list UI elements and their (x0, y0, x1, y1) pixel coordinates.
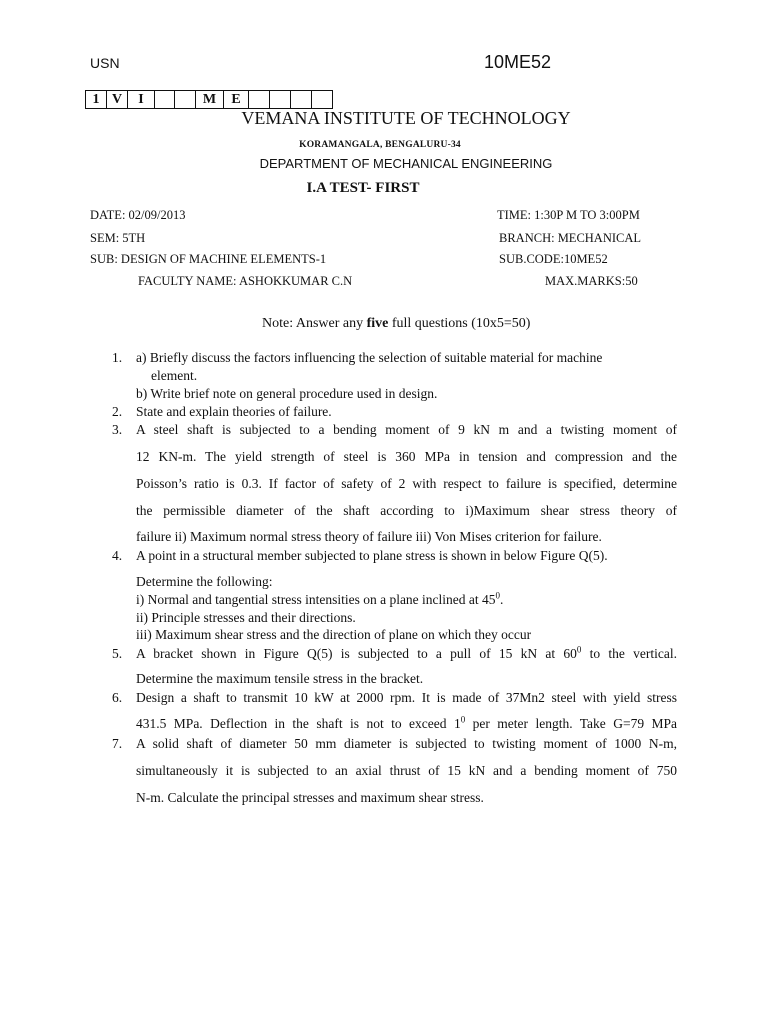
question-number: 1. (112, 350, 123, 365)
question-5-text-end: to the vertical. (581, 646, 678, 661)
question-3-line: the permissible diameter of the shaft according to i)Maximum shear stress theory of (136, 503, 677, 518)
max-marks: MAX.MARKS:50 (545, 274, 638, 288)
question-4-part: iii) Maximum shear stress and the direction of plane on which they occur (136, 627, 532, 642)
question-5-text: A bracket shown in Figure Q(5) is subjected to a pull of 15 kN at 60 (136, 646, 577, 661)
test-title: I.A TEST- FIRST (306, 180, 420, 196)
question-2: State and explain theories of failure. (136, 404, 332, 419)
note-text: Note: Answer any (262, 316, 367, 331)
institute-name: VEMANA INSTITUTE OF TECHNOLOGY (241, 108, 571, 128)
subject: SUB: DESIGN OF MACHINE ELEMENTS-1 (90, 252, 327, 266)
subject-code: SUB.CODE:10ME52 (499, 252, 608, 266)
question-3-line: 12 KN-m. The yield strength of steel is 360 MPa in tension and compression and the (136, 449, 677, 464)
question-4-part-text: i) Normal and tangential stress intensities on a plane inclined at 45 (136, 592, 496, 607)
question-3-line: Poisson’s ratio is 0.3. If factor of safety of 2 with respect to failure is specified, determine (136, 476, 677, 491)
usn-cell (155, 91, 175, 109)
degree-superscript: 0 (576, 644, 582, 655)
usn-cell (312, 91, 333, 109)
usn-cell (270, 91, 291, 109)
faculty-name: FACULTY NAME: ASHOKKUMAR C.N (138, 274, 353, 288)
usn-cell: M (196, 91, 224, 109)
institute-address: KORAMANGALA, BENGALURU-34 (299, 140, 461, 150)
note-emphasis: five (366, 316, 389, 331)
usn-cell: I (128, 91, 155, 109)
degree-superscript: 0 (495, 590, 501, 601)
question-number: 5. (112, 646, 123, 661)
question-4-part: ii) Principle stresses and their directions. (136, 610, 356, 625)
question-7-line: N-m. Calculate the principal stresses and maximum shear stress. (136, 790, 484, 805)
question-number: 3. (112, 422, 123, 437)
question-1b: b) Write brief note on general procedure used in design. (136, 386, 438, 401)
question-3-line: A steel shaft is subjected to a bending moment of 9 kN m and a twisting moment of (136, 422, 677, 437)
usn-cell (291, 91, 312, 109)
question-1a-line: a) Briefly discuss the factors influencing the selection of suitable material for machine (136, 350, 603, 365)
exam-date: DATE: 02/09/2013 (90, 208, 186, 222)
semester: SEM: 5TH (90, 231, 146, 245)
usn-cell: V (107, 91, 128, 109)
question-number: 6. (112, 690, 123, 705)
question-7-line: A solid shaft of diameter 50 mm diameter is subjected to twisting moment of 1000 N-m, (136, 736, 677, 751)
question-3-line: failure ii) Maximum normal stress theory of failure iii) Von Mises criterion for failure. (136, 529, 602, 544)
usn-label: USN (90, 55, 120, 71)
question-4-part-end: . (500, 592, 504, 607)
department-name: DEPARTMENT OF MECHANICAL ENGINEERING (259, 156, 553, 171)
usn-cell: 1 (86, 91, 107, 109)
question-1a-line: element. (151, 368, 198, 383)
note-text-end: full questions (10x5=50) (388, 316, 531, 331)
exam-note (262, 316, 530, 332)
question-7-line: simultaneously it is subjected to an axial thrust of 15 kN and a bending moment of 750 (136, 763, 677, 778)
question-5-line: Determine the maximum tensile stress in the bracket. (136, 671, 424, 686)
question-number: 7. (112, 736, 123, 751)
question-6-line: Design a shaft to transmit 10 kW at 2000 rpm. It is made of 37Mn2 steel with yield stress (136, 690, 677, 705)
branch: BRANCH: MECHANICAL (499, 231, 642, 245)
usn-grid (85, 90, 333, 109)
degree-superscript: 0 (460, 714, 466, 725)
question-5-line (136, 646, 677, 662)
question-number: 2. (112, 404, 123, 419)
usn-cell (249, 91, 270, 109)
question-4-line: Determine the following: (136, 574, 273, 589)
question-number: 4. (112, 548, 123, 563)
usn-cell: E (224, 91, 249, 109)
usn-cell (175, 91, 196, 109)
exam-time: TIME: 1:30P M TO 3:00PM (497, 208, 640, 222)
course-code: 10ME52 (484, 52, 552, 72)
question-6-text: 431.5 MPa. Deflection in the shaft is not to exceed 1 (136, 716, 461, 731)
question-4-part (136, 592, 503, 608)
question-4-line: A point in a structural member subjected to plane stress is shown in below Figure Q(5). (136, 548, 608, 563)
question-6-text-end: per meter length. Take G=79 MPa (465, 716, 678, 731)
question-6-line (136, 716, 677, 732)
